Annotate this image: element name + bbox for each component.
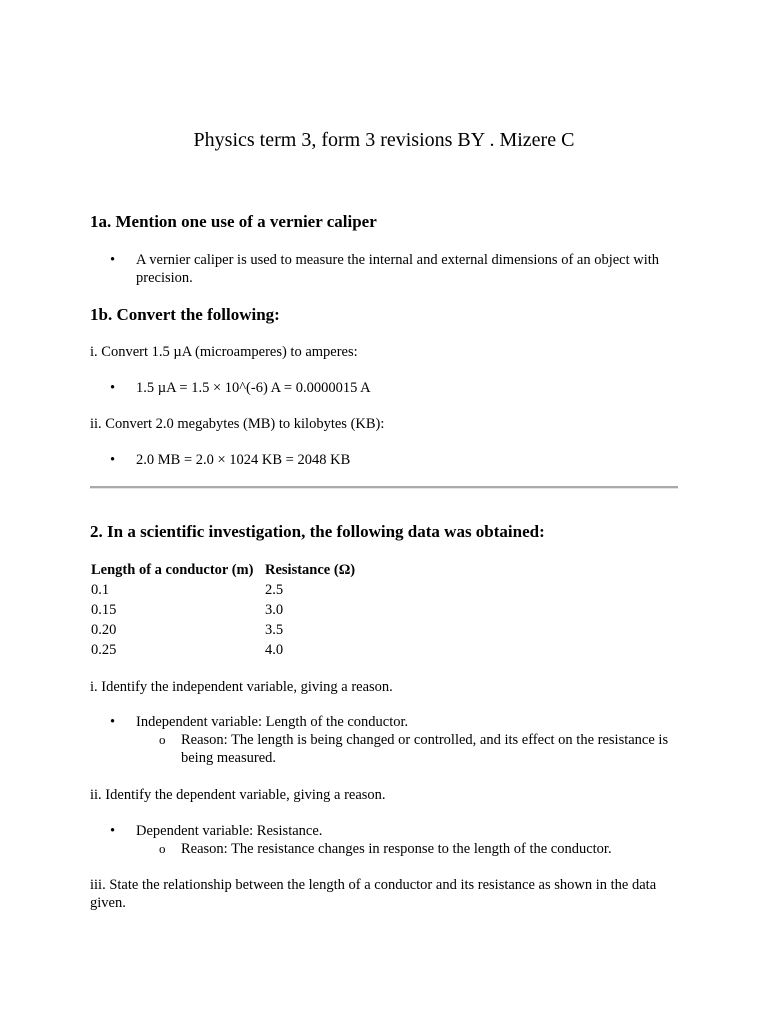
table-cell: 0.25 [91, 641, 117, 658]
question-2-part-iii: iii. State the relationship between the length of a conductor and its resistance as shown in the data given. [90, 877, 657, 911]
column-header-resistance: Resistance (Ω) [265, 561, 356, 578]
document-title: Physics term 3, form 3 revisions BY . Mizere C [193, 129, 575, 151]
list-item: o Reason: The length is being changed or controlled, and its effect on the resistance is being measured. [136, 731, 678, 767]
table-row [89, 580, 357, 600]
list-item [90, 822, 678, 858]
horizontal-divider [90, 486, 678, 489]
table-cell: 4.0 [265, 641, 284, 658]
list-item: • 2.0 MB = 2.0 × 1024 KB = 2048 KB [90, 451, 690, 469]
question-1b-heading: 1b. Convert the following: [90, 305, 280, 324]
question-1b-part-ii-answer-list [90, 451, 690, 469]
answer-text: Independent variable: Length of the conductor. [136, 714, 409, 730]
question-1b-part-i: i. Convert 1.5 µA (microamperes) to amperes: [90, 344, 358, 360]
list-item: • A vernier caliper is used to measure the internal and external dimensions of an object with precision. [90, 251, 678, 287]
question-2-heading: 2. In a scientific investigation, the following data was obtained: [90, 522, 545, 541]
table-cell: 3.0 [265, 601, 284, 618]
reason-sublist [136, 731, 678, 767]
question-2-part-ii-answer-list [90, 822, 678, 858]
data-table [89, 560, 357, 660]
question-2-part-i: i. Identify the independent variable, giving a reason. [90, 679, 393, 695]
question-1b-part-i-answer-list [90, 379, 690, 397]
question-1a-answer-list [90, 251, 678, 287]
question-2-part-i-answer-list [90, 713, 678, 767]
table-row [89, 620, 357, 640]
table-header-row [89, 560, 357, 580]
table-cell: 0.15 [91, 601, 117, 618]
table-cell: 2.5 [265, 581, 284, 598]
list-item: • 1.5 µA = 1.5 × 10^(-6) A = 0.0000015 A [90, 379, 690, 397]
table-cell: 0.20 [91, 621, 117, 638]
table-row [89, 640, 357, 660]
table-cell: 0.1 [91, 581, 110, 598]
question-2-part-ii: ii. Identify the dependent variable, giving a reason. [90, 787, 386, 803]
question-1b-part-ii: ii. Convert 2.0 megabytes (MB) to kilobytes (KB): [90, 416, 385, 432]
table-cell: 3.5 [265, 621, 284, 638]
list-item: o Reason: The resistance changes in response to the length of the conductor. [136, 840, 678, 858]
reason-sublist [136, 840, 678, 858]
list-item [90, 713, 678, 767]
question-1a-heading: 1a. Mention one use of a vernier caliper [90, 212, 377, 231]
answer-text: Dependent variable: Resistance. [136, 823, 323, 839]
column-header-length: Length of a conductor (m) [91, 561, 254, 578]
table-row [89, 600, 357, 620]
